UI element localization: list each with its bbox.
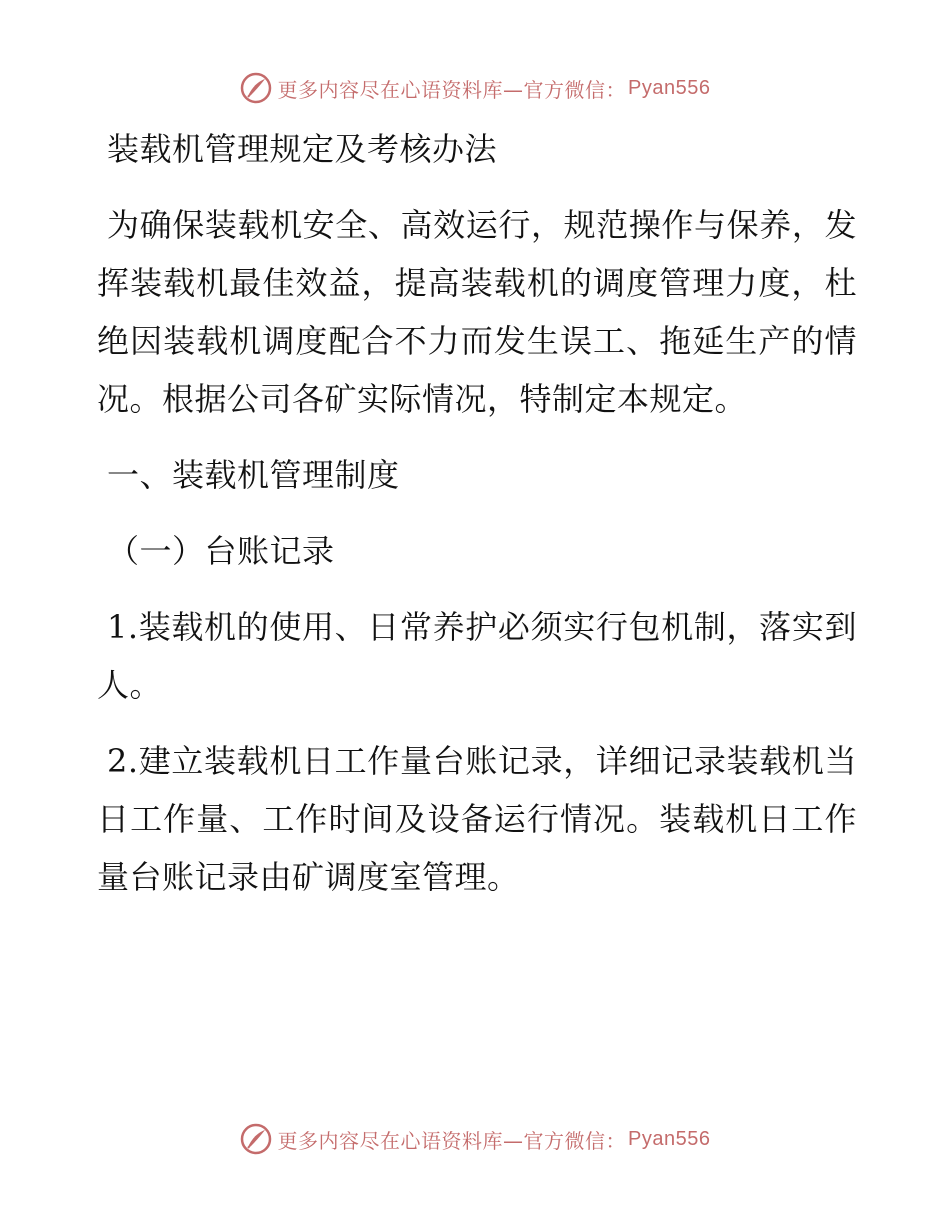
document-title: 装载机管理规定及考核办法 (107, 130, 498, 168)
watermark-text: 更多内容尽在心语资料库—官方微信： (277, 1128, 627, 1153)
watermark-header (0, 72, 950, 104)
list-item-2 (97, 732, 857, 906)
list-item-1-text: 1.装载机的使用、日常养护必须实行包机制，落实到人。 (97, 608, 857, 704)
quill-logo-icon (240, 1123, 272, 1155)
quill-logo-icon (240, 72, 272, 104)
section-heading-1: 一、装载机管理制度 (107, 456, 400, 494)
intro-text: 为确保装载机安全、高效运行，规范操作与保养，发挥装载机最佳效益，提高装载机的调度管理力度，杜绝因装载机调度配合不力而发生误工、拖延生产的情况。根据公司各矿实际情况，特制定本规定。 (97, 206, 857, 418)
subsection-heading-1: （一）台账记录 (107, 532, 335, 570)
list-item-1 (97, 598, 857, 714)
list-item-2-text: 2.建立装载机日工作量台账记录，详细记录装载机当日工作量、工作时间及设备运行情况。装载机日工作量台账记录由矿调度室管理。 (97, 742, 857, 896)
document-body (97, 120, 857, 924)
watermark-wechat-id: Pyan556 (628, 1127, 711, 1150)
watermark-text: 更多内容尽在心语资料库—官方微信： (277, 77, 627, 102)
watermark-footer (0, 1123, 950, 1155)
watermark-wechat-id: Pyan556 (628, 76, 711, 99)
intro-paragraph (97, 196, 857, 428)
